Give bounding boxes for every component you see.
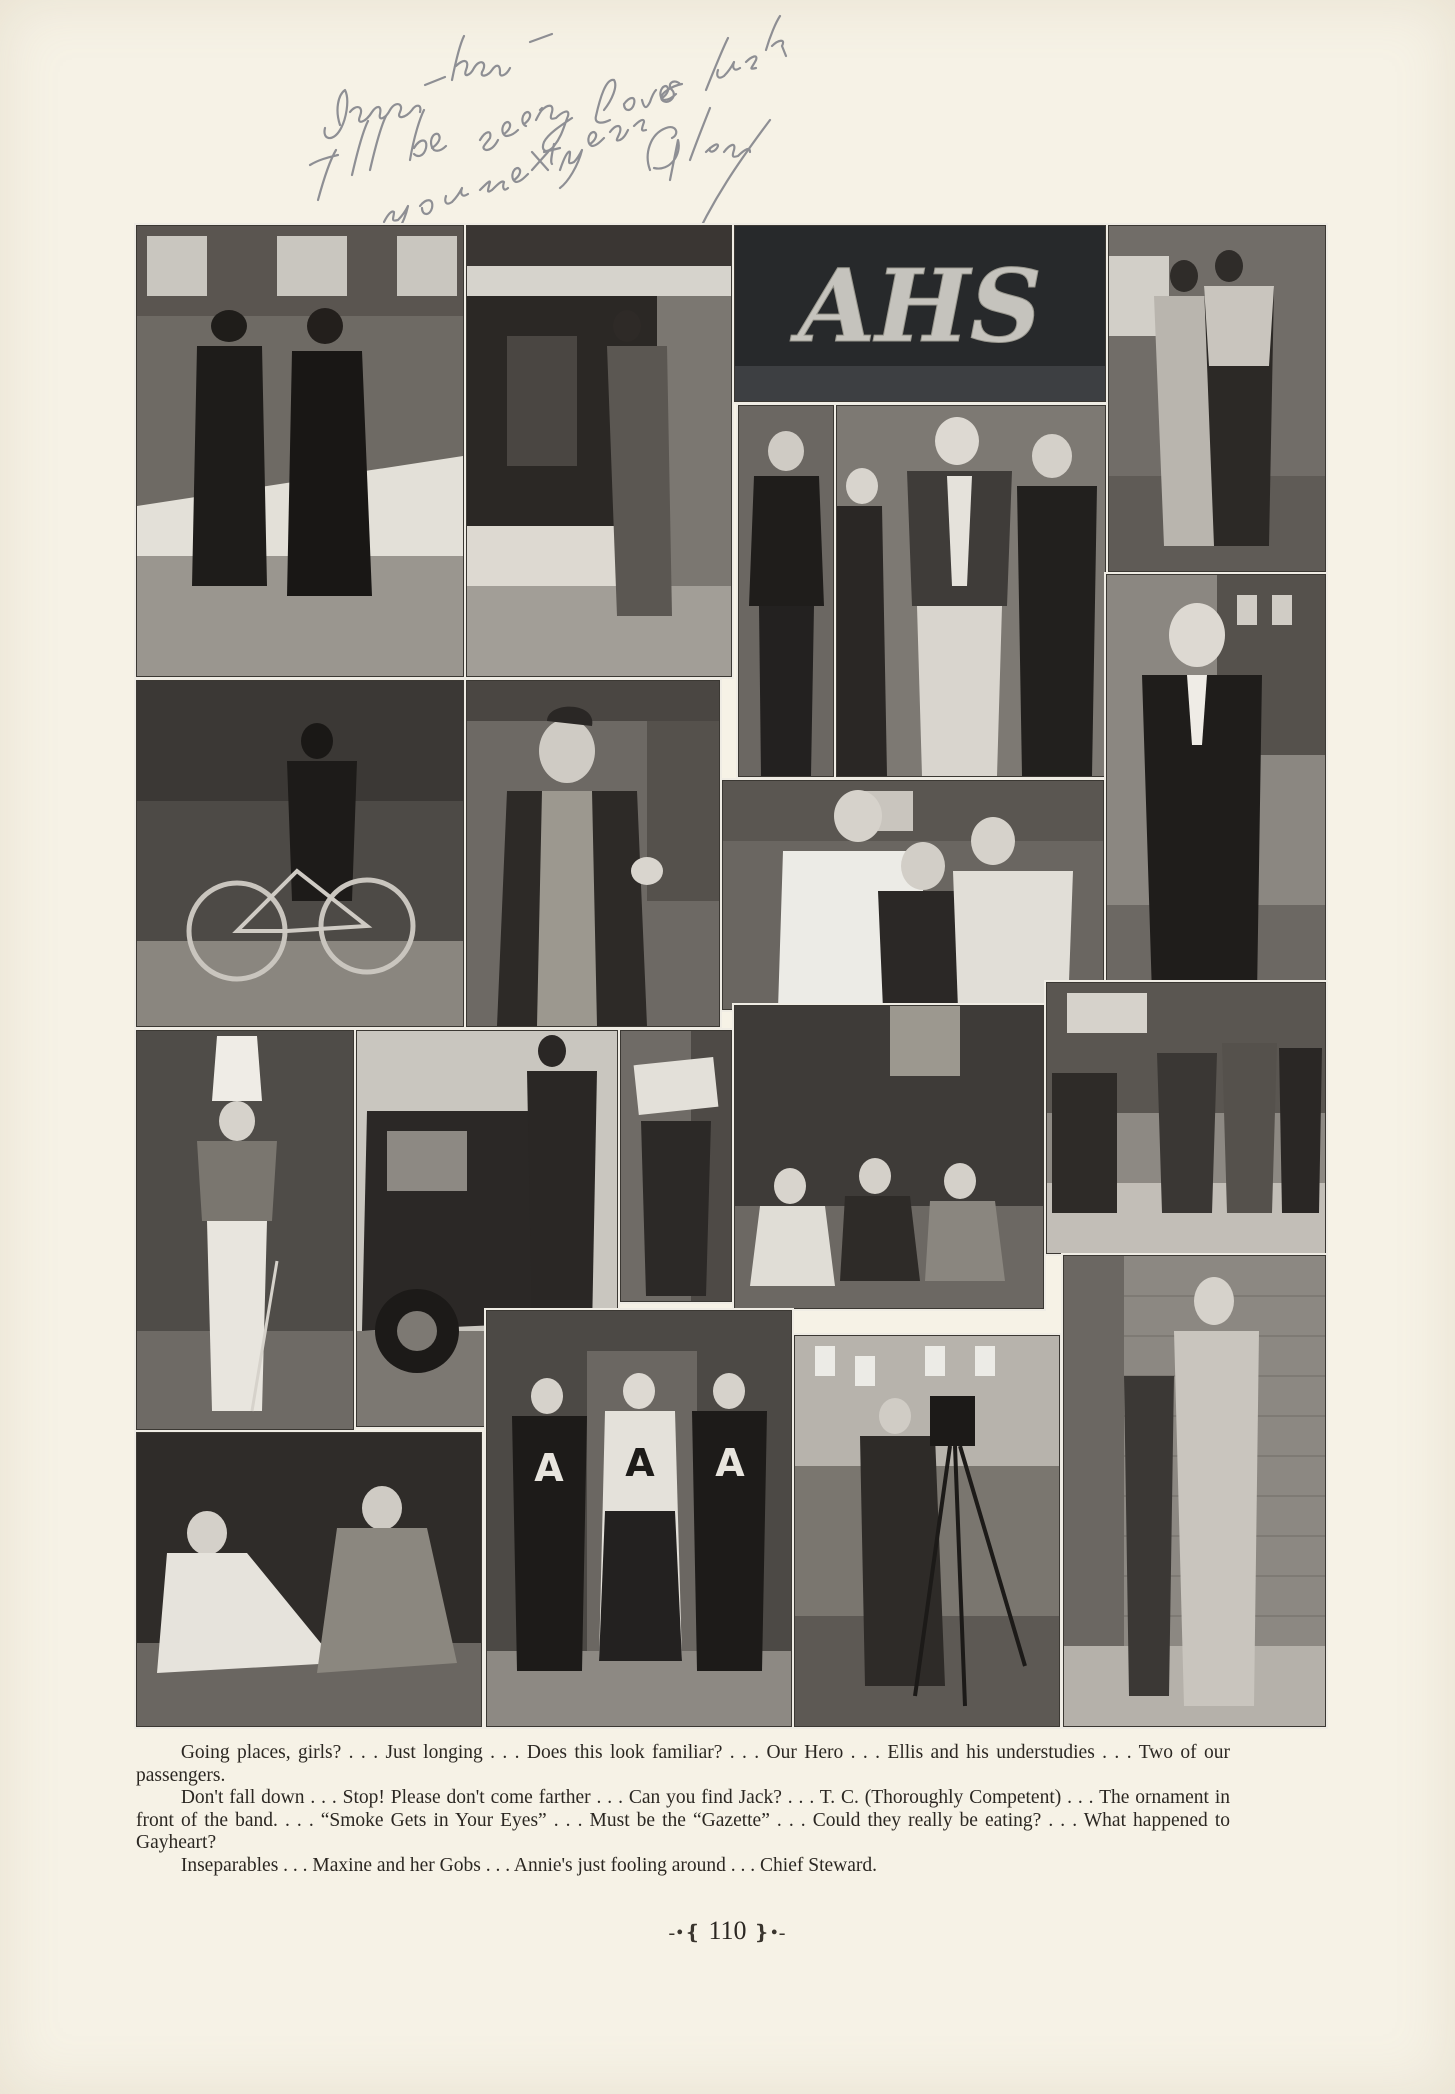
sweater-letter-left: A xyxy=(534,1446,564,1490)
photo-cheerleaders-a xyxy=(486,1310,792,1727)
right-ornament-icon: ❵•- xyxy=(753,1922,787,1944)
photo-drum-major xyxy=(136,1030,354,1430)
photo-boys-sitting-grass xyxy=(734,1005,1044,1309)
page-number xyxy=(0,1916,1455,1946)
photo-chief-steward xyxy=(1063,1255,1326,1727)
photo-letter-sweater-abs xyxy=(734,225,1106,402)
photo-boy-leather-jacket xyxy=(738,405,834,777)
photo-two-boys-porch xyxy=(1108,225,1326,572)
sweater-letters: AHS xyxy=(797,247,1043,365)
photo-girls-on-grass xyxy=(136,1432,482,1727)
page-number-text: 110 xyxy=(708,1916,747,1945)
photo-group-in-front-of-school xyxy=(1046,982,1326,1254)
sweater-letter-right: A xyxy=(715,1441,745,1485)
photo-group-boys-letterman xyxy=(836,405,1106,777)
photo-man-dark-suit xyxy=(1106,574,1326,1004)
photo-girl-bicycle xyxy=(136,680,464,1027)
caption-paragraph: Don't fall down . . . Stop! Please don't come farther . . . Can you find Jack? . . . T. C. (Thoroughly Competent) . . . The ornament in front of the band. . . . “Smoke Gets in Your Eyes” . . . Must be the “Gazette” . . . Could they really be eating? . . . What happened to Gayheart? xyxy=(136,1787,1230,1853)
photo-boy-holding-gazette xyxy=(620,1030,732,1302)
caption-paragraph: Going places, girls? . . . Just longing . . . Does this look familiar? . . . Our Hero . . . Ellis and his understudies . . . Two of our passengers. xyxy=(136,1742,1230,1786)
photo-camera-tripod xyxy=(794,1335,1060,1727)
sweater-letter-middle: A xyxy=(625,1441,655,1485)
photo-girl-coat-waving xyxy=(466,680,720,1027)
photo-going-places-girls xyxy=(136,225,464,677)
caption-paragraph: Inseparables . . . Maxine and her Gobs . . . Annie's just fooling around . . . Chief Steward. xyxy=(180,1854,878,1876)
caption-text xyxy=(136,1742,1230,1877)
photo-three-friends-arms xyxy=(722,780,1104,1010)
left-ornament-icon: -•❴ xyxy=(668,1922,702,1944)
photo-just-longing xyxy=(466,225,732,677)
photo-collage xyxy=(136,225,1324,1725)
